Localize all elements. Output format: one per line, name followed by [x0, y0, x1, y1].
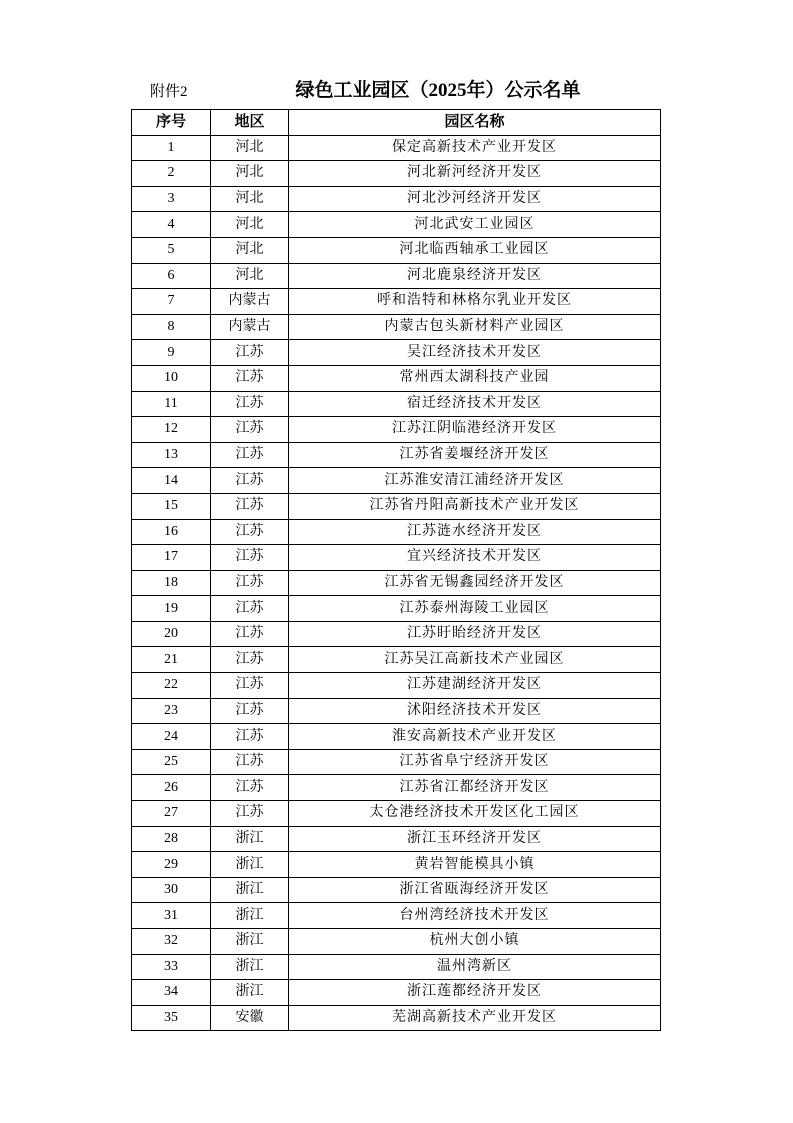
table-row [132, 877, 661, 903]
row-index: 29 [132, 852, 211, 878]
row-index: 6 [132, 263, 211, 289]
table-row [132, 749, 661, 775]
row-region: 江苏 [211, 647, 289, 673]
row-region: 浙江 [211, 954, 289, 980]
row-index: 21 [132, 647, 211, 673]
row-park-name: 宜兴经济技术开发区 [289, 545, 661, 571]
row-park-name: 河北临西轴承工业园区 [289, 237, 661, 263]
table-row [132, 417, 661, 443]
row-index: 23 [132, 698, 211, 724]
table-row [132, 954, 661, 980]
table-header-row [132, 110, 661, 136]
row-region: 江苏 [211, 493, 289, 519]
row-region: 江苏 [211, 775, 289, 801]
table-row [132, 852, 661, 878]
table-row [132, 826, 661, 852]
table-row [132, 698, 661, 724]
row-index: 30 [132, 877, 211, 903]
row-park-name: 河北鹿泉经济开发区 [289, 263, 661, 289]
row-index: 22 [132, 673, 211, 699]
row-park-name: 宿迁经济技术开发区 [289, 391, 661, 417]
row-region: 江苏 [211, 468, 289, 494]
row-region: 河北 [211, 186, 289, 212]
row-park-name: 江苏涟水经济开发区 [289, 519, 661, 545]
row-park-name: 淮安高新技术产业开发区 [289, 724, 661, 750]
row-region: 浙江 [211, 877, 289, 903]
table-row [132, 980, 661, 1006]
park-list-table [131, 109, 661, 1031]
row-region: 江苏 [211, 519, 289, 545]
row-park-name: 江苏省丹阳高新技术产业开发区 [289, 493, 661, 519]
row-index: 18 [132, 570, 211, 596]
row-park-name: 常州西太湖科技产业园 [289, 365, 661, 391]
row-park-name: 杭州大创小镇 [289, 929, 661, 955]
row-index: 34 [132, 980, 211, 1006]
row-region: 江苏 [211, 365, 289, 391]
row-park-name: 内蒙古包头新材料产业园区 [289, 314, 661, 340]
row-park-name: 河北新河经济开发区 [289, 161, 661, 187]
row-region: 江苏 [211, 340, 289, 366]
table-row [132, 570, 661, 596]
row-region: 江苏 [211, 749, 289, 775]
row-region: 浙江 [211, 929, 289, 955]
row-region: 河北 [211, 161, 289, 187]
row-index: 8 [132, 314, 211, 340]
table-row [132, 186, 661, 212]
row-index: 20 [132, 621, 211, 647]
table-row [132, 929, 661, 955]
table-row [132, 289, 661, 315]
row-region: 江苏 [211, 724, 289, 750]
row-region: 江苏 [211, 570, 289, 596]
row-index: 31 [132, 903, 211, 929]
row-park-name: 江苏建湖经济开发区 [289, 673, 661, 699]
row-index: 5 [132, 237, 211, 263]
row-region: 浙江 [211, 826, 289, 852]
row-region: 内蒙古 [211, 289, 289, 315]
row-index: 12 [132, 417, 211, 443]
header-index: 序号 [132, 110, 211, 136]
row-index: 4 [132, 212, 211, 238]
row-region: 河北 [211, 135, 289, 161]
row-index: 10 [132, 365, 211, 391]
row-park-name: 吴江经济技术开发区 [289, 340, 661, 366]
row-index: 26 [132, 775, 211, 801]
row-park-name: 河北沙河经济开发区 [289, 186, 661, 212]
row-index: 16 [132, 519, 211, 545]
table-row [132, 135, 661, 161]
table-row [132, 493, 661, 519]
table-row [132, 212, 661, 238]
row-region: 江苏 [211, 417, 289, 443]
row-region: 河北 [211, 212, 289, 238]
document-title: 绿色工业园区（2025年）公示名单 [295, 80, 581, 101]
row-region: 江苏 [211, 391, 289, 417]
row-index: 32 [132, 929, 211, 955]
row-park-name: 浙江省瓯海经济开发区 [289, 877, 661, 903]
row-park-name: 江苏吴江高新技术产业园区 [289, 647, 661, 673]
row-index: 24 [132, 724, 211, 750]
row-region: 江苏 [211, 673, 289, 699]
table-row [132, 391, 661, 417]
table-row [132, 340, 661, 366]
row-park-name: 江苏泰州海陵工业园区 [289, 596, 661, 622]
row-region: 江苏 [211, 801, 289, 827]
header-region: 地区 [211, 110, 289, 136]
table-row [132, 647, 661, 673]
row-region: 安徽 [211, 1005, 289, 1031]
table-row [132, 468, 661, 494]
row-index: 33 [132, 954, 211, 980]
row-region: 浙江 [211, 980, 289, 1006]
row-region: 河北 [211, 263, 289, 289]
row-park-name: 呼和浩特和林格尔乳业开发区 [289, 289, 661, 315]
row-region: 江苏 [211, 621, 289, 647]
table-row [132, 724, 661, 750]
row-index: 27 [132, 801, 211, 827]
table-row [132, 442, 661, 468]
attachment-label: 附件2 [150, 84, 188, 100]
row-park-name: 浙江莲都经济开发区 [289, 980, 661, 1006]
row-region: 江苏 [211, 698, 289, 724]
row-index: 28 [132, 826, 211, 852]
row-index: 11 [132, 391, 211, 417]
row-index: 3 [132, 186, 211, 212]
row-park-name: 黄岩智能模具小镇 [289, 852, 661, 878]
row-park-name: 芜湖高新技术产业开发区 [289, 1005, 661, 1031]
row-index: 1 [132, 135, 211, 161]
row-index: 17 [132, 545, 211, 571]
table-row [132, 314, 661, 340]
table-row [132, 903, 661, 929]
row-region: 河北 [211, 237, 289, 263]
table-row [132, 161, 661, 187]
table-row [132, 545, 661, 571]
table-row [132, 673, 661, 699]
row-index: 14 [132, 468, 211, 494]
row-park-name: 江苏省阜宁经济开发区 [289, 749, 661, 775]
table-row [132, 519, 661, 545]
row-index: 2 [132, 161, 211, 187]
row-region: 浙江 [211, 903, 289, 929]
table-row [132, 621, 661, 647]
row-index: 15 [132, 493, 211, 519]
row-park-name: 台州湾经济技术开发区 [289, 903, 661, 929]
row-index: 19 [132, 596, 211, 622]
row-index: 13 [132, 442, 211, 468]
row-region: 内蒙古 [211, 314, 289, 340]
table-row [132, 1005, 661, 1031]
row-index: 7 [132, 289, 211, 315]
row-index: 25 [132, 749, 211, 775]
table-row [132, 801, 661, 827]
row-park-name: 江苏江阴临港经济开发区 [289, 417, 661, 443]
row-region: 江苏 [211, 442, 289, 468]
row-park-name: 河北武安工业园区 [289, 212, 661, 238]
row-park-name: 江苏省江都经济开发区 [289, 775, 661, 801]
row-park-name: 太仓港经济技术开发区化工园区 [289, 801, 661, 827]
row-park-name: 江苏盱眙经济开发区 [289, 621, 661, 647]
row-park-name: 温州湾新区 [289, 954, 661, 980]
header-park-name: 园区名称 [289, 110, 661, 136]
table-row [132, 775, 661, 801]
row-park-name: 江苏淮安清江浦经济开发区 [289, 468, 661, 494]
row-park-name: 浙江玉环经济开发区 [289, 826, 661, 852]
table-row [132, 596, 661, 622]
row-park-name: 江苏省无锡鑫园经济开发区 [289, 570, 661, 596]
row-park-name: 沭阳经济技术开发区 [289, 698, 661, 724]
table-row [132, 237, 661, 263]
row-park-name: 保定高新技术产业开发区 [289, 135, 661, 161]
row-region: 江苏 [211, 596, 289, 622]
row-index: 35 [132, 1005, 211, 1031]
table-row [132, 365, 661, 391]
row-region: 浙江 [211, 852, 289, 878]
row-park-name: 江苏省姜堰经济开发区 [289, 442, 661, 468]
table-row [132, 263, 661, 289]
row-index: 9 [132, 340, 211, 366]
row-region: 江苏 [211, 545, 289, 571]
